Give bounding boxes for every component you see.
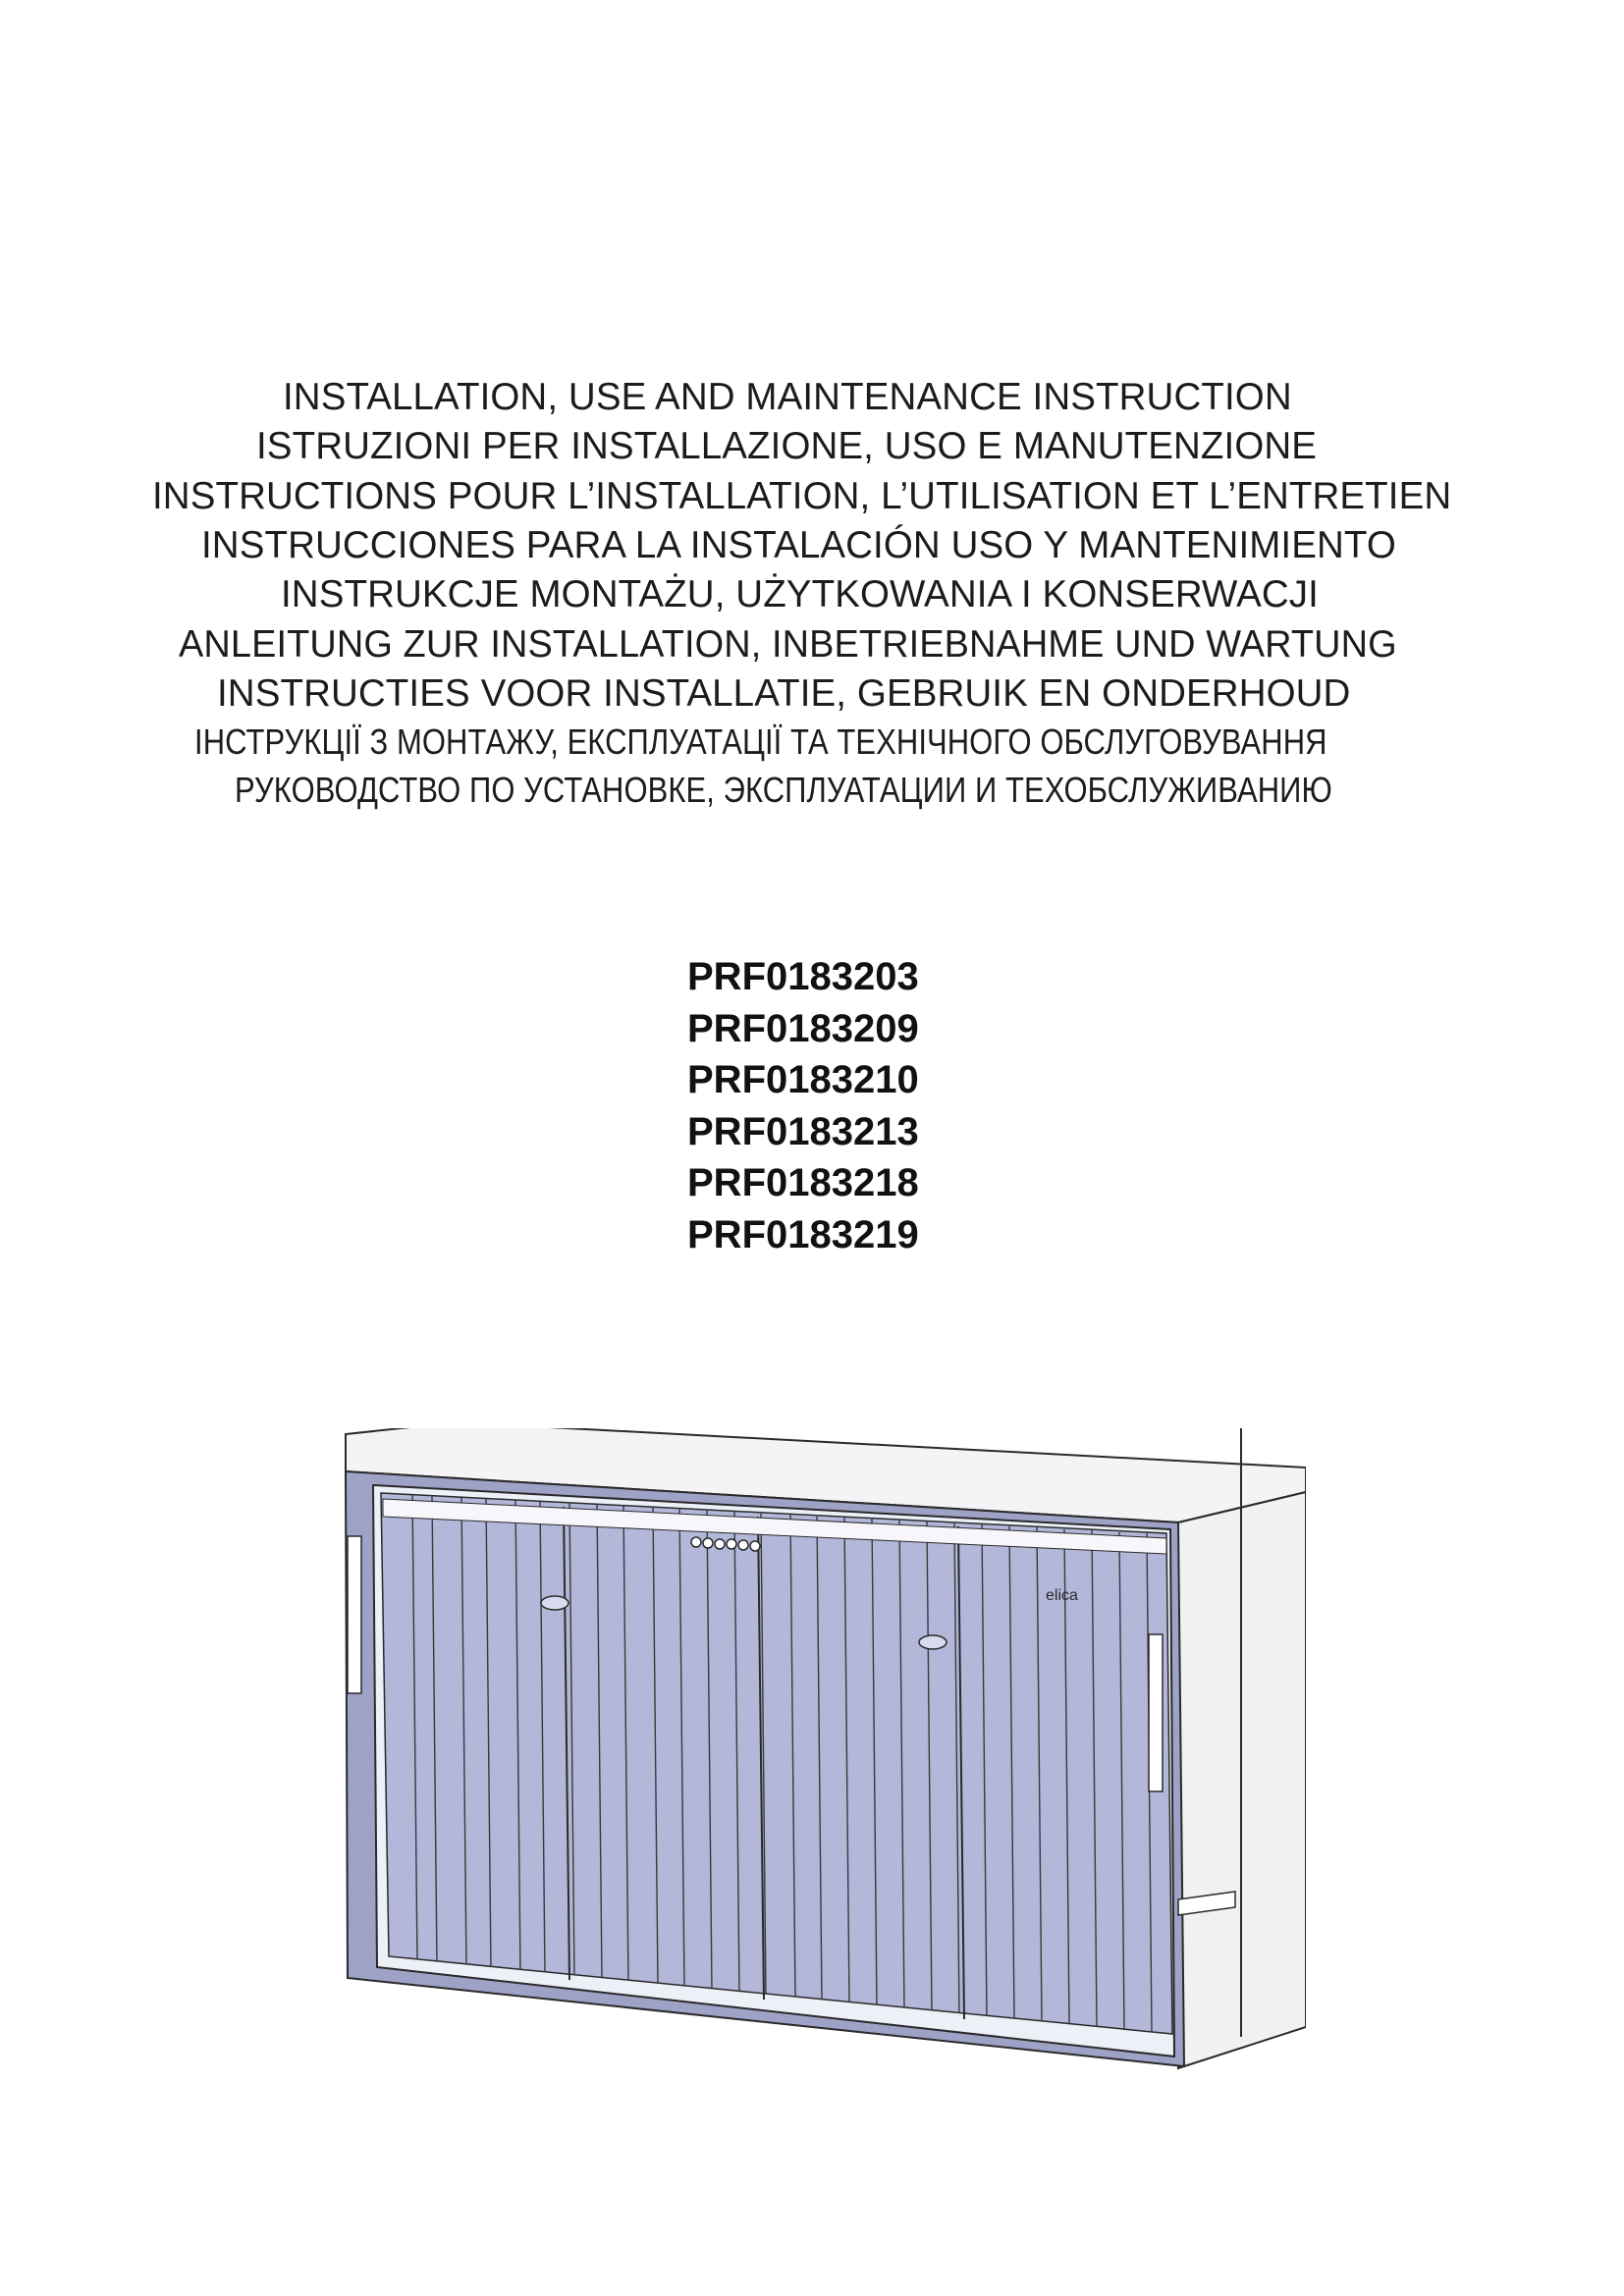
model-number: PRF0183218 [687, 1161, 919, 1204]
title-french: INSTRUCTIONS POUR L’INSTALLATION, L’UTILISATION ET L’ENTRETIEN [152, 475, 1452, 517]
title-dutch: INSTRUCTIES VOOR INSTALLATIE, GEBRUIK EN ONDERHOUD [217, 672, 1351, 715]
grease-filter-panel [348, 1493, 1172, 2034]
brand-label: elica [1046, 1587, 1078, 1604]
title-german: ANLEITUNG ZUR INSTALLATION, INBETRIEBNAHME UND WARTUNG [179, 623, 1397, 666]
title-polish: INSTRUKCJE MONTAŻU, UŻYTKOWANIA I KONSERWACJI [281, 573, 1319, 615]
title-italian: ISTRUZIONI PER INSTALLAZIONE, USO E MANUTENZIONE [256, 425, 1318, 467]
title-ukrainian: ІНСТРУКЦІЇ З МОНТАЖУ, ЕКСПЛУАТАЦІЇ ТА ТЕХНІЧНОГО ОБСЛУГОВУВАННЯ [194, 721, 1327, 762]
model-number: PRF0183219 [687, 1213, 919, 1256]
cooker-hood-illustration [324, 1428, 1306, 2140]
title-english: INSTALLATION, USE AND MAINTENANCE INSTRUCTION [283, 376, 1292, 418]
title-russian: РУКОВОДСТВО ПО УСТАНОВКЕ, ЭКСПЛУАТАЦИИ И ТЕХОБСЛУЖИВАНИЮ [235, 770, 1332, 810]
model-number: PRF0183209 [687, 1007, 919, 1050]
title-spanish: INSTRUCCIONES PARA LA INSTALACIÓN USO Y MANTENIMIENTO [201, 524, 1396, 566]
model-number: PRF0183213 [687, 1110, 919, 1153]
model-number: PRF0183210 [687, 1058, 919, 1101]
model-number: PRF0183203 [687, 955, 919, 998]
